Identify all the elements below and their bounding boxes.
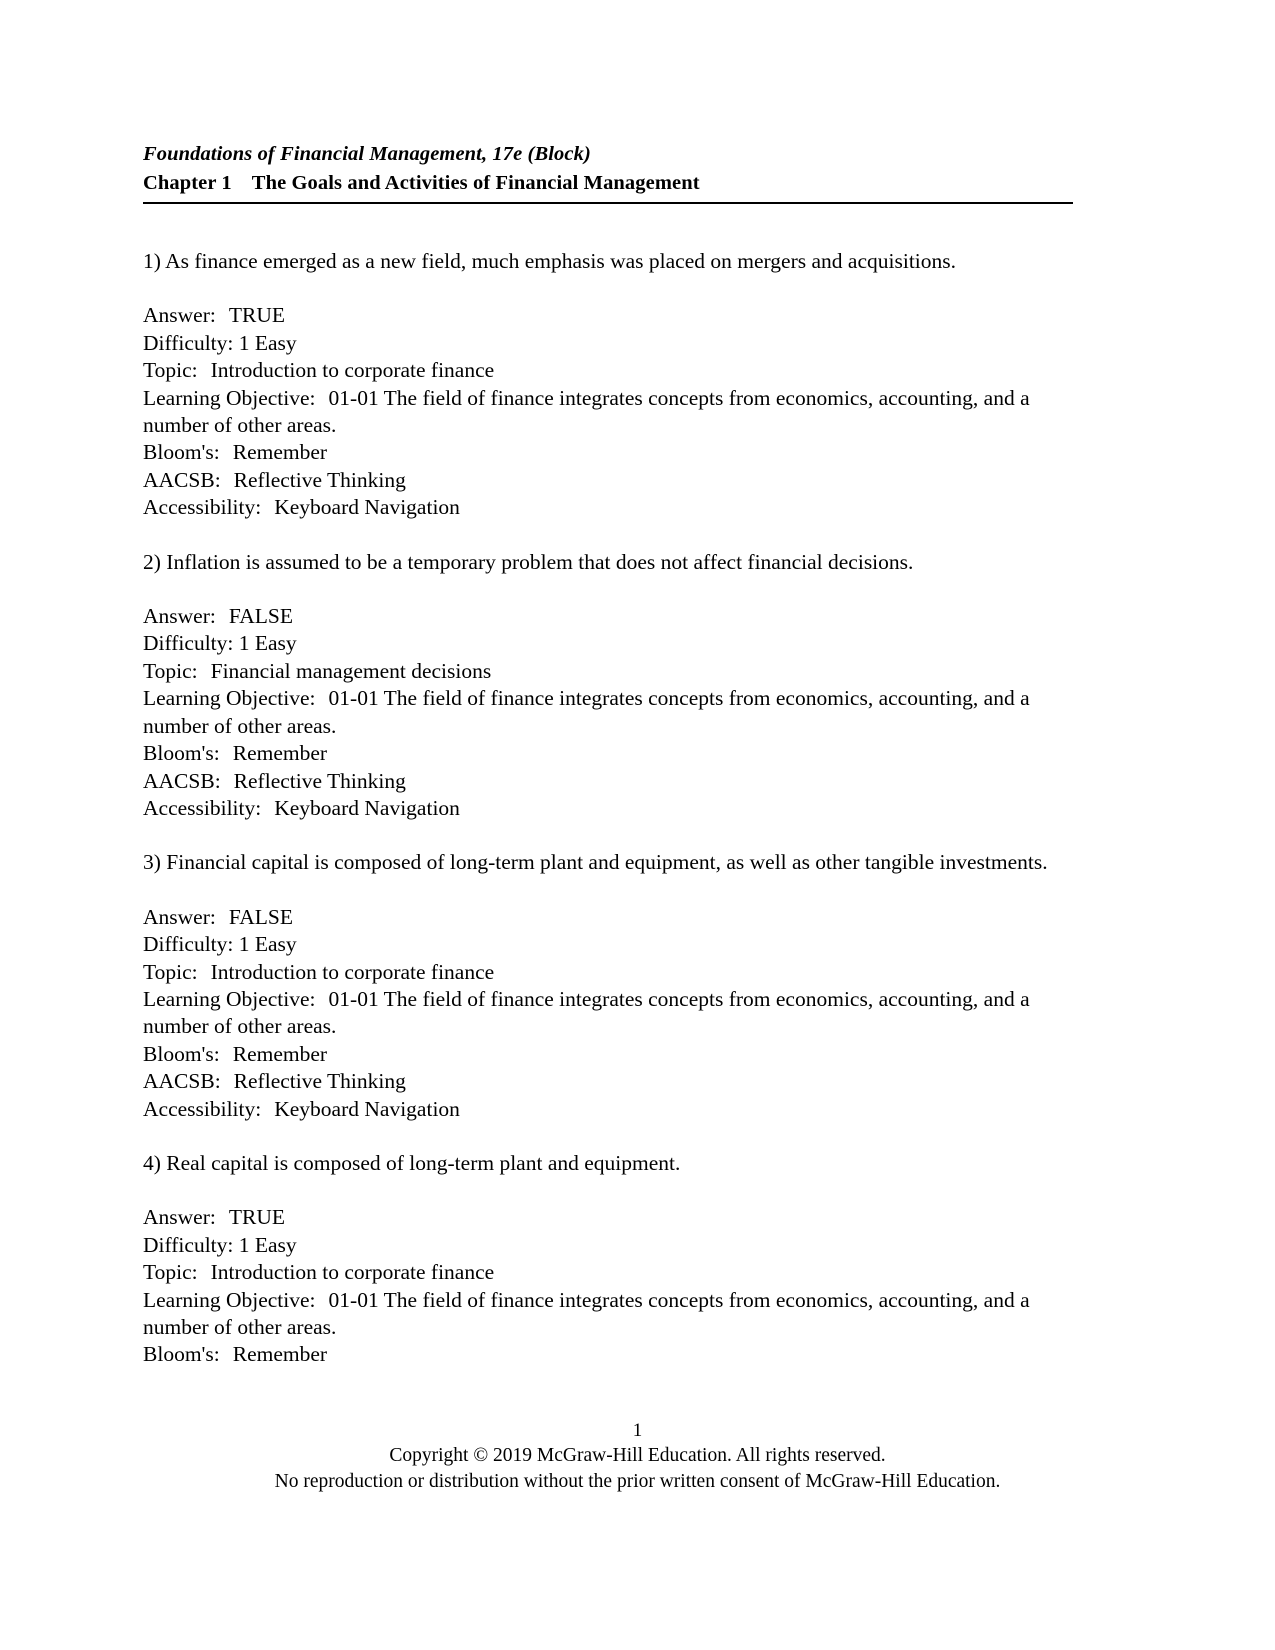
document-header xyxy=(143,140,1090,198)
question-metadata xyxy=(143,1204,1078,1368)
learning-objective-value: 01-01 The field of finance integrates concepts from economics, accounting, and a number of other areas. xyxy=(143,1287,1030,1339)
accessibility-label: Accessibility: xyxy=(143,1096,262,1121)
question-number: 1) xyxy=(143,249,161,273)
blooms-label: Bloom's: xyxy=(143,741,220,766)
aacsb-label: AACSB: xyxy=(143,1069,221,1094)
accessibility-value: Keyboard Navigation xyxy=(274,495,460,520)
aacsb-label: AACSB: xyxy=(143,768,221,793)
header-divider xyxy=(143,202,1073,204)
learning-objective-line xyxy=(143,1287,1078,1342)
blooms-label: Bloom's: xyxy=(143,1342,220,1367)
accessibility-label: Accessibility: xyxy=(143,495,262,520)
question-number: 4) xyxy=(143,1150,161,1175)
answer-label: Answer: xyxy=(143,904,216,929)
difficulty-line xyxy=(143,931,1078,958)
blooms-line xyxy=(143,1041,1078,1068)
question-metadata xyxy=(143,603,1078,822)
question-metadata xyxy=(143,904,1078,1123)
accessibility-label: Accessibility: xyxy=(143,795,262,820)
answer-line xyxy=(143,302,1078,329)
blooms-label: Bloom's: xyxy=(143,1041,220,1066)
blooms-value: Remember xyxy=(232,741,328,766)
accessibility-line xyxy=(143,795,1078,822)
chapter-title: The Goals and Activities of Financial Management xyxy=(251,172,700,194)
topic-value: Introduction to corporate finance xyxy=(210,959,495,984)
question-number: 3) xyxy=(143,850,161,875)
aacsb-label: AACSB: xyxy=(143,467,221,492)
learning-objective-label: Learning Objective: xyxy=(143,385,316,410)
topic-value: Introduction to corporate finance xyxy=(210,1260,495,1285)
aacsb-value: Reflective Thinking xyxy=(233,1069,406,1094)
reproduction-notice: No reproduction or distribution without the prior written consent of McGraw-Hill Education. xyxy=(274,1471,1001,1492)
topic-label: Topic: xyxy=(143,658,198,683)
question-body: As finance emerged as a new field, much emphasis was placed on mergers and acquisitions. xyxy=(165,249,957,273)
difficulty-label: Difficulty: xyxy=(143,330,234,355)
difficulty-value: 1 Easy xyxy=(238,631,297,656)
topic-line xyxy=(143,959,1078,986)
topic-line xyxy=(143,1259,1078,1286)
aacsb-line xyxy=(143,467,1078,494)
answer-line xyxy=(143,1204,1078,1231)
question-body: Financial capital is composed of long-term plant and equipment, as well as other tangible investments. xyxy=(166,850,1048,875)
question-block xyxy=(143,1150,1078,1369)
difficulty-value: 1 Easy xyxy=(238,932,297,957)
blooms-line xyxy=(143,740,1078,767)
learning-objective-value: 01-01 The field of finance integrates concepts from economics, accounting, and a number of other areas. xyxy=(143,385,1030,438)
learning-objective-label: Learning Objective: xyxy=(143,1287,316,1312)
blooms-value: Remember xyxy=(232,440,328,465)
answer-label: Answer: xyxy=(143,303,216,328)
answer-value: TRUE xyxy=(228,303,285,328)
chapter-heading xyxy=(143,169,1090,198)
aacsb-line xyxy=(143,768,1078,795)
answer-value: TRUE xyxy=(228,1205,285,1230)
answer-label: Answer: xyxy=(143,604,216,629)
learning-objective-value: 01-01 The field of finance integrates concepts from economics, accounting, and a number of other areas. xyxy=(143,686,1030,738)
question-body: Real capital is composed of long-term plant and equipment. xyxy=(166,1150,681,1175)
accessibility-value: Keyboard Navigation xyxy=(274,1096,460,1121)
difficulty-value: 1 Easy xyxy=(238,330,297,355)
learning-objective-line xyxy=(143,685,1078,740)
topic-value: Financial management decisions xyxy=(210,658,492,683)
accessibility-line xyxy=(143,1096,1078,1123)
question-number: 2) xyxy=(143,549,161,574)
copyright-line: Copyright © 2019 McGraw-Hill Education. All rights reserved. xyxy=(389,1445,886,1466)
question-metadata xyxy=(143,302,1078,521)
answer-line xyxy=(143,904,1078,931)
question-statement xyxy=(143,849,1078,876)
learning-objective-label: Learning Objective: xyxy=(143,686,316,711)
difficulty-line xyxy=(143,1232,1078,1259)
blooms-value: Remember xyxy=(232,1041,328,1066)
difficulty-line xyxy=(143,630,1078,657)
aacsb-line xyxy=(143,1068,1078,1095)
topic-label: Topic: xyxy=(143,358,198,383)
questions-container xyxy=(143,248,1078,1369)
learning-objective-line xyxy=(143,986,1078,1041)
answer-label: Answer: xyxy=(143,1205,216,1230)
question-statement xyxy=(143,549,1078,576)
learning-objective-value: 01-01 The field of finance integrates concepts from economics, accounting, and a number of other areas. xyxy=(143,986,1030,1039)
aacsb-value: Reflective Thinking xyxy=(233,467,406,492)
question-block xyxy=(143,849,1078,1123)
difficulty-line xyxy=(143,330,1078,357)
aacsb-value: Reflective Thinking xyxy=(233,768,406,793)
accessibility-line xyxy=(143,494,1078,521)
answer-line xyxy=(143,603,1078,630)
question-statement xyxy=(143,1150,1078,1177)
difficulty-value: 1 Easy xyxy=(238,1232,297,1257)
blooms-label: Bloom's: xyxy=(143,440,220,465)
page-footer xyxy=(0,1418,1275,1495)
question-block xyxy=(143,549,1078,823)
book-title: Foundations of Financial Management, 17e (Block) xyxy=(143,143,591,165)
answer-value: FALSE xyxy=(228,604,293,629)
learning-objective-label: Learning Objective: xyxy=(143,986,316,1011)
topic-label: Topic: xyxy=(143,959,198,984)
blooms-line xyxy=(143,1341,1078,1368)
blooms-value: Remember xyxy=(232,1342,328,1367)
difficulty-label: Difficulty: xyxy=(143,1232,234,1257)
page-number: 1 xyxy=(632,1420,643,1441)
blooms-line xyxy=(143,439,1078,466)
question-statement xyxy=(143,248,1078,275)
topic-line xyxy=(143,357,1078,384)
question-block xyxy=(143,248,1078,522)
chapter-label: Chapter 1 xyxy=(143,172,232,194)
question-body: Inflation is assumed to be a temporary problem that does not affect financial decisions. xyxy=(166,549,914,574)
topic-label: Topic: xyxy=(143,1260,198,1285)
learning-objective-line xyxy=(143,385,1078,440)
topic-line xyxy=(143,658,1078,685)
difficulty-label: Difficulty: xyxy=(143,631,234,656)
topic-value: Introduction to corporate finance xyxy=(210,358,495,383)
answer-value: FALSE xyxy=(228,904,293,929)
accessibility-value: Keyboard Navigation xyxy=(274,795,460,820)
difficulty-label: Difficulty: xyxy=(143,932,234,957)
